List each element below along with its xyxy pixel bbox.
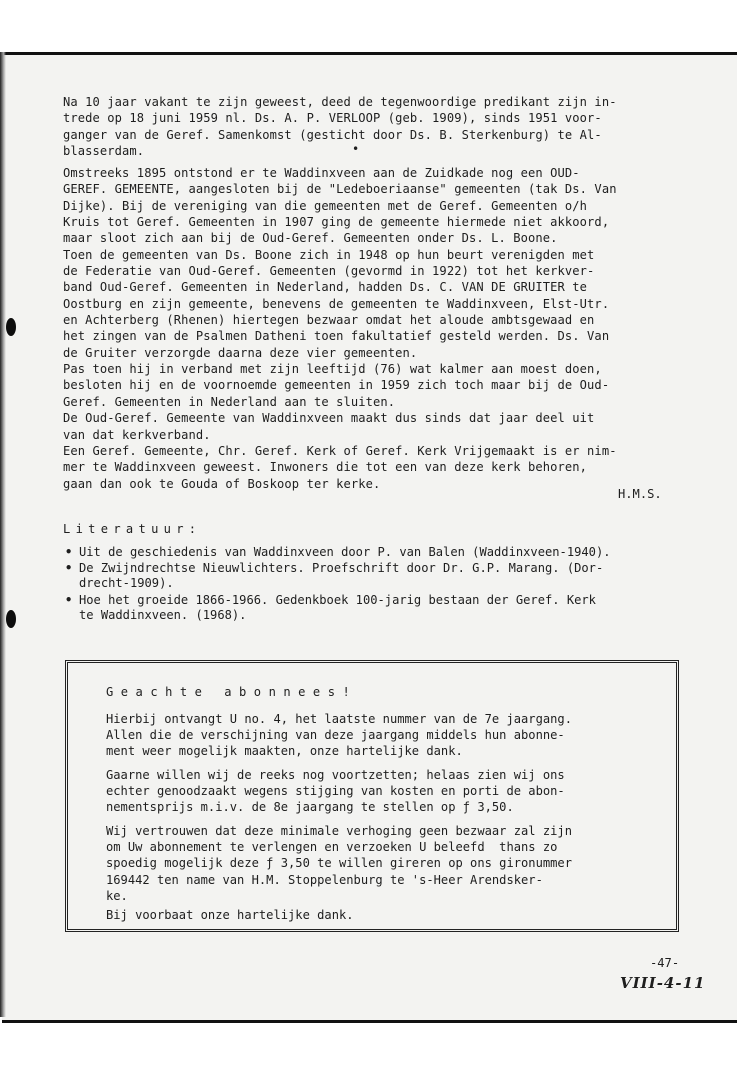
notice-paragraph-2: Gaarne willen wij de reeks nog voortzetten; helaas zien wij ons echter genoodzaakt wegens stijging van kosten en porti de abon- nementsprijs m.i.v. de 8e jaargang te stellen op ƒ 3,50. <box>106 768 565 815</box>
punch-hole-bottom <box>6 610 16 628</box>
subscriber-notice-box <box>65 660 679 932</box>
separator-dot: • <box>352 142 360 156</box>
page-edge-shadow <box>0 52 6 1017</box>
punch-hole-top <box>6 318 16 336</box>
literature-list <box>63 545 723 624</box>
article-paragraph-2: Omstreeks 1895 ontstond er te Waddinxveen aan de Zuidkade nog een OUD- GEREF. GEMEENTE, aangesloten bij de "Ledeboeriaanse" gemeenten (tak Ds. Van Dijke). Bij de vereniging van die gemeenten met de Geref. Gemeenten o/h Kruis tot Geref. Gemeenten in 1907 ging de gemeente hiermede niet akkoord, maar sloot zich aan bij de Oud-Geref. Gemeenten onder Ds. L. Boone. Toen de gemeenten van Ds. Boone zich in 1948 op hun beurt verenigden met de Federatie van Oud-Geref. Gemeenten (gevormd in 1922) tot het kerkver- band Oud-Geref. Gemeenten in Nederland, hadden Ds. C. VAN DE GRUITER te Oostburg en zijn gemeente, benevens de gemeenten te Waddinxveen, Elst-Utr. en Achterberg (Rhenen) hiertegen bezwaar omdat het aloude ambtsgewaad en het zingen van de Psalmen Datheni toen fakultatief gesteld werden. Ds. Van de Gruiter verzorgde daarna deze vier gemeenten. Pas toen hij in verband met zijn leeftijd (76) wat kalmer aan moest doen, besloten hij en de voornoemde gemeenten in 1959 zich toch maar bij de Oud- Geref. Gemeenten in Nederland aan te sluiten. De Oud-Geref. Gemeente van Waddinxveen maakt dus sinds dat jaar deel uit van dat kerkverband. Een Geref. Gemeente, Chr. Geref. Kerk of Geref. Kerk Vrijgemaakt is er nim- mer te Waddinxveen geweest. Inwoners die tot een van deze kerk behoren, gaan dan ook te Gouda of Boskoop ter kerke. <box>63 166 617 491</box>
handwritten-reference: VIII-4-11 <box>620 974 706 992</box>
literature-item: • Hoe het groeide 1866-1966. Gedenkboek 100-jarig bestaan der Geref. Kerk te Waddinxveen. (1968). <box>63 593 723 623</box>
notice-heading: Geachte abonnees! <box>106 685 358 699</box>
literature-item: • De Zwijndrechtse Nieuwlichters. Proefschrift door Dr. G.P. Marang. (Dor- drecht-1909). <box>63 561 723 591</box>
page-number: -47- <box>650 956 680 970</box>
literature-item: • Uit de geschiedenis van Waddinxveen door P. van Balen (Waddinxveen-1940). <box>63 545 723 560</box>
notice-paragraph-1: Hierbij ontvangt U no. 4, het laatste nummer van de 7e jaargang. Allen die de verschijning van deze jaargang middels hun abonne- ment weer mogelijk maakten, onze hartelijke dank. <box>106 712 572 759</box>
notice-paragraph-3: Wij vertrouwen dat deze minimale verhoging geen bezwaar zal zijn om Uw abonnement te verlengen en verzoeken U beleefd thans zo spoedig mogelijk deze ƒ 3,50 te willen gireren op ons gironummer 169442 ten name van H.M. Stoppelenburg te 's-Heer Arendsker- ke. <box>106 824 572 903</box>
article-paragraph-1: Na 10 jaar vakant te zijn geweest, deed de tegenwoordige predikant zijn in- trede op 18 juni 1959 nl. Ds. A. P. VERLOOP (geb. 1909), sinds 1951 voor- ganger van de Geref. Samenkomst (gesticht door Ds. B. Sterkenburg) te Al- blasserdam. <box>63 95 617 159</box>
article-signature: H.M.S. <box>618 487 662 501</box>
notice-closing: Bij voorbaat onze hartelijke dank. <box>106 908 354 922</box>
literature-title: Literatuur: <box>63 522 202 536</box>
